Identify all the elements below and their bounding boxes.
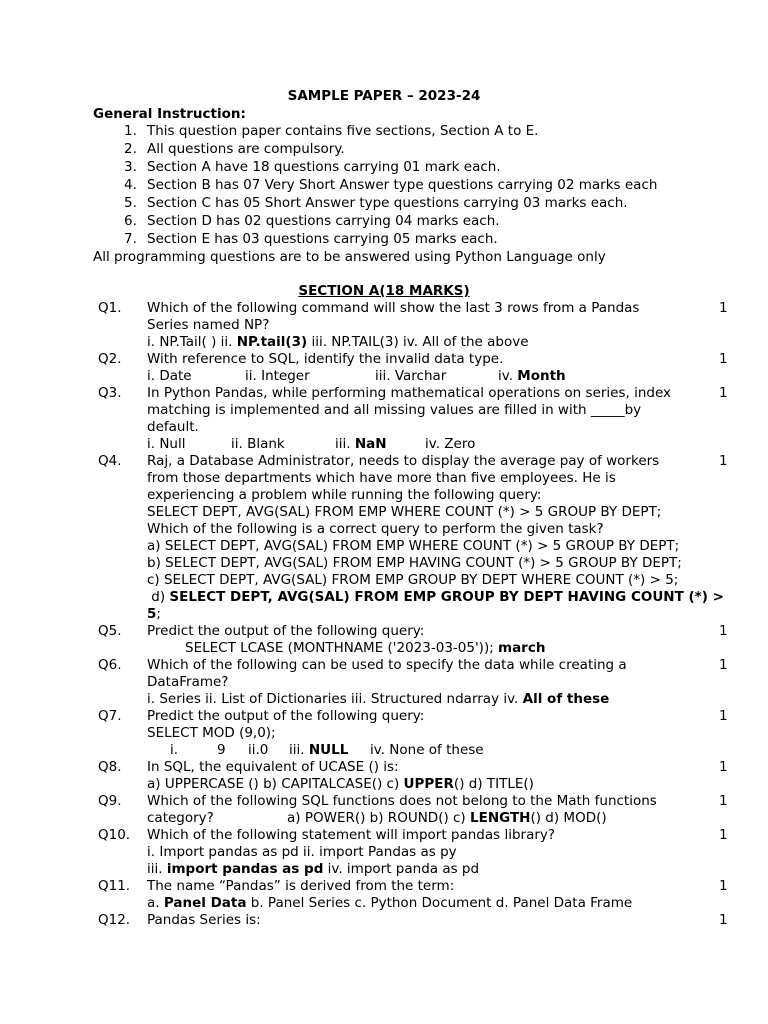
question-options — [147, 691, 609, 708]
list-item: 7. — [124, 231, 137, 247]
question-text: matching is implemented and all missing values are filled in with _____by — [147, 402, 642, 418]
answer-text: 5 — [147, 606, 157, 622]
question-text: Pandas Series is: — [147, 912, 261, 928]
question-options — [147, 606, 161, 623]
list-item-text: All questions are compulsory. — [147, 141, 345, 157]
option-text: i. Import pandas as pd ii. import Pandas as py — [147, 844, 457, 860]
question-text: Which of the following command will show the last 3 rows from a Pandas — [147, 300, 640, 316]
question-text: Raj, a Database Administrator, needs to display the average pay of workers — [147, 453, 660, 469]
question-number: Q5. — [98, 623, 122, 639]
question-mark: 1 — [719, 827, 728, 843]
option-text: ii. Blank — [231, 436, 285, 452]
question-number: Q10. — [98, 827, 131, 843]
option-text: i. Date — [147, 368, 192, 384]
question-text: In Python Pandas, while performing mathematical operations on series, index — [147, 385, 672, 401]
question-text: With reference to SQL, identify the invalid data type. — [147, 351, 504, 367]
list-item-text: Section C has 05 Short Answer type questions carrying 03 marks each. — [147, 195, 628, 211]
option-text: iv. — [498, 368, 518, 384]
answer-text: SELECT DEPT, AVG(SAL) FROM EMP GROUP BY DEPT HAVING COUNT (*) > — [169, 589, 724, 605]
question-text: Predict the output of the following query: — [147, 623, 425, 639]
question-mark: 1 — [719, 912, 728, 928]
option-text: () d) MOD() — [530, 810, 607, 826]
answer-text: UPPER — [403, 776, 454, 792]
option-text: ii.0 — [248, 742, 269, 758]
option-text: iii. NP.TAIL(3) iv. All of the above — [307, 334, 529, 350]
list-item: 3. — [124, 159, 137, 175]
question-options — [498, 368, 566, 385]
question-number: Q8. — [98, 759, 122, 775]
option-text: () d) TITLE() — [453, 776, 534, 792]
question-mark: 1 — [719, 708, 728, 724]
question-options — [287, 810, 607, 827]
answer-text: NaN — [354, 436, 387, 452]
question-text: Which of the following can be used to specify the data while creating a — [147, 657, 627, 673]
list-item: 1. — [124, 123, 137, 139]
question-mark: 1 — [719, 793, 728, 809]
option-text: a) POWER() b) ROUND() c) — [287, 810, 470, 826]
option-text: iii. — [289, 742, 309, 758]
option-text: iii. — [147, 861, 167, 877]
instructions-footer: All programming questions are to be answered using Python Language only — [93, 249, 606, 265]
question-options — [147, 861, 479, 878]
list-item: 2. — [124, 141, 137, 157]
section-heading: SECTION A(18 MARKS) — [298, 283, 470, 299]
question-text: default. — [147, 419, 199, 435]
answer-text: Month — [517, 368, 566, 384]
option-text: a) UPPERCASE () b) CAPITALCASE() c) — [147, 776, 404, 792]
question-mark: 1 — [719, 300, 728, 316]
question-text: SELECT DEPT, AVG(SAL) FROM EMP WHERE COUNT (*) > 5 GROUP BY DEPT; — [147, 504, 662, 520]
option-text: i. Series ii. List of Dictionaries iii. Structured ndarray iv. — [147, 691, 523, 707]
question-options — [289, 742, 348, 759]
question-number: Q3. — [98, 385, 122, 401]
question-options — [147, 895, 632, 912]
question-text: experiencing a problem while running the following query: — [147, 487, 542, 503]
option-text: c) SELECT DEPT, AVG(SAL) FROM EMP GROUP BY DEPT WHERE COUNT (*) > 5; — [147, 572, 679, 588]
answer-text: NULL — [308, 742, 349, 758]
question-text: Which of the following statement will import pandas library? — [147, 827, 556, 843]
answer-text: march — [498, 640, 546, 656]
question-options — [147, 589, 724, 606]
question-options — [335, 436, 387, 453]
option-text: a) SELECT DEPT, AVG(SAL) FROM EMP WHERE COUNT (*) > 5 GROUP BY DEPT; — [147, 538, 680, 554]
question-text: SELECT MOD (9,0); — [147, 725, 276, 741]
question-text: The name “Pandas” is derived from the term: — [147, 878, 455, 894]
option-text: iv. None of these — [370, 742, 484, 758]
option-text: b) SELECT DEPT, AVG(SAL) FROM EMP HAVING COUNT (*) > 5 GROUP BY DEPT; — [147, 555, 682, 571]
option-text: b. Panel Series c. Python Document d. Panel Data Frame — [246, 895, 633, 911]
question-mark: 1 — [719, 623, 728, 639]
list-item-text: Section B has 07 Very Short Answer type questions carrying 02 marks each — [147, 177, 658, 193]
question-text: In SQL, the equivalent of UCASE () is: — [147, 759, 399, 775]
option-text: iv. Zero — [425, 436, 476, 452]
question-number: Q12. — [98, 912, 131, 928]
option-text: ii. Integer — [245, 368, 310, 384]
option-text: iii. Varchar — [375, 368, 447, 384]
list-item-text: Section A have 18 questions carrying 01 mark each. — [147, 159, 501, 175]
question-mark: 1 — [719, 878, 728, 894]
list-item: 6. — [124, 213, 137, 229]
question-mark: 1 — [719, 759, 728, 775]
question-number: Q6. — [98, 657, 122, 673]
option-text: a. — [147, 895, 164, 911]
list-item: 5. — [124, 195, 137, 211]
answer-text: LENGTH — [470, 810, 531, 826]
option-text: iii. — [335, 436, 355, 452]
list-item-text: This question paper contains five sections, Section A to E. — [147, 123, 539, 139]
question-text: Which of the following is a correct query to perform the given task? — [147, 521, 604, 537]
option-text: i. NP.Tail( ) ii. — [147, 334, 237, 350]
option-text: iv. import panda as pd — [323, 861, 480, 877]
question-text: category? — [147, 810, 214, 826]
question-number: Q1. — [98, 300, 122, 316]
list-item-text: Section E has 03 questions carrying 05 marks each. — [147, 231, 498, 247]
question-text: Predict the output of the following query: — [147, 708, 425, 724]
question-options — [147, 334, 529, 351]
option-text: i. Null — [147, 436, 186, 452]
list-item: 4. — [124, 177, 137, 193]
option-text: ; — [156, 606, 161, 622]
question-text: Which of the following SQL functions does not belong to the Math functions — [147, 793, 657, 809]
question-mark: 1 — [719, 453, 728, 469]
question-text: DataFrame? — [147, 674, 229, 690]
option-text: 9 — [217, 742, 226, 758]
option-text: i. — [170, 742, 179, 758]
page-title: SAMPLE PAPER – 2023-24 — [287, 88, 481, 104]
question-mark: 1 — [719, 351, 728, 367]
question-mark: 1 — [719, 657, 728, 673]
instructions-heading: General Instruction: — [93, 106, 246, 122]
question-number: Q11. — [98, 878, 131, 894]
option-text: d) — [147, 589, 170, 605]
answer-text: import pandas as pd — [166, 861, 324, 877]
list-item-text: Section D has 02 questions carrying 04 marks each. — [147, 213, 500, 229]
question-number: Q7. — [98, 708, 122, 724]
question-mark: 1 — [719, 385, 728, 401]
question-text: SELECT LCASE (MONTHNAME ('2023-03-05')); — [185, 640, 494, 656]
question-options — [147, 776, 534, 793]
question-text: Series named NP? — [147, 317, 270, 333]
answer-text: NP.tail(3) — [236, 334, 308, 350]
question-number: Q4. — [98, 453, 122, 469]
question-number: Q9. — [98, 793, 122, 809]
answer-text: Panel Data — [163, 895, 247, 911]
answer-text: All of these — [522, 691, 610, 707]
question-number: Q2. — [98, 351, 122, 367]
question-text: from those departments which have more than five employees. He is — [147, 470, 616, 486]
